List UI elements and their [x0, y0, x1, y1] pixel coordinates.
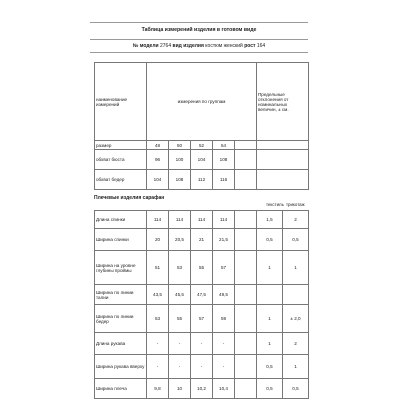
cell: 116 — [213, 170, 235, 190]
cell: 47,5 — [191, 285, 213, 305]
cell: 53 — [147, 305, 169, 333]
cell — [235, 229, 257, 251]
cell — [257, 170, 309, 190]
cell: 57 — [191, 305, 213, 333]
tolerance-cell: 0,5 — [257, 355, 283, 379]
cell: 51 — [147, 251, 169, 285]
cell — [235, 150, 257, 170]
row-label: Ширина спинки — [95, 229, 147, 251]
cell: - — [213, 333, 235, 355]
cell: - — [213, 355, 235, 379]
table-row — [95, 379, 309, 399]
cell: 55 — [169, 305, 191, 333]
cell: 100 — [169, 150, 191, 170]
measurements-table — [94, 210, 309, 399]
cell — [235, 305, 257, 333]
col-textile-label: текстиль — [266, 202, 284, 207]
cell: 10 — [169, 379, 191, 399]
tolerance-cell: 0,5 — [257, 229, 283, 251]
tolerance-cell: 1,5 — [257, 211, 283, 229]
cell: 114 — [191, 211, 213, 229]
row-label: обхват бедер — [95, 170, 147, 190]
tolerance-cell: 1 — [283, 251, 309, 285]
row-label: обхват бюста — [95, 150, 147, 170]
tolerance-cell: 2 — [283, 211, 309, 229]
cell: 52 — [191, 141, 213, 150]
table-row — [95, 333, 309, 355]
cell: - — [169, 333, 191, 355]
type-value: костюм женский — [205, 43, 243, 49]
cell: 54 — [213, 141, 235, 150]
cell: 114 — [147, 211, 169, 229]
cell: - — [147, 333, 169, 355]
header-groups-cell: измерения по группам — [147, 63, 257, 141]
cell — [257, 141, 309, 150]
tolerance-cell: 0,5 — [257, 379, 283, 399]
cell: 114 — [213, 211, 235, 229]
bust-row — [95, 150, 309, 170]
type-label: вид изделия — [172, 43, 204, 49]
cell: 50 — [169, 141, 191, 150]
cell: 104 — [191, 150, 213, 170]
tolerance-cell — [283, 285, 309, 305]
cell: 53 — [169, 251, 191, 285]
row-label: Ширина плеча — [95, 379, 147, 399]
cell: 112 — [191, 170, 213, 190]
tolerance-cell: 1 — [283, 355, 309, 379]
row-label: Длина рукава — [95, 333, 147, 355]
cell — [235, 211, 257, 229]
hips-row — [95, 170, 309, 190]
cell: 21 — [191, 229, 213, 251]
cell: 9,8 — [147, 379, 169, 399]
cell — [235, 251, 257, 285]
tolerance-cell: 1 — [257, 251, 283, 285]
table-row — [95, 229, 309, 251]
header-tolerance-cell: Предельные отклонения от номинальных величин, ± см. — [257, 63, 309, 141]
col-knit-label: трикотаж — [286, 202, 305, 207]
cell: 108 — [169, 170, 191, 190]
cell: 43,5 — [147, 285, 169, 305]
tolerance-cell: 1 — [257, 305, 283, 333]
row-label: Ширина на уровне глубины проймы — [95, 251, 147, 285]
tolerance-cell: 0,5 — [283, 229, 309, 251]
cell: 48 — [147, 141, 169, 150]
cell — [235, 379, 257, 399]
cell: 104 — [147, 170, 169, 190]
table-row — [95, 355, 309, 379]
tolerance-cell — [257, 285, 283, 305]
tolerance-cell: 1 — [257, 333, 283, 355]
header-name-cell: наименование измерений — [95, 63, 147, 141]
cell: - — [147, 355, 169, 379]
cell: 96 — [147, 150, 169, 170]
cell — [235, 333, 257, 355]
tolerance-cell: 2 — [283, 333, 309, 355]
cell: 114 — [169, 211, 191, 229]
doc-title: Таблица измерений изделия в готовом виде — [90, 22, 308, 37]
cell: 10,4 — [213, 379, 235, 399]
table-row — [95, 211, 309, 229]
row-label: Ширина по линии бедер — [95, 305, 147, 333]
cell: 108 — [213, 150, 235, 170]
cell: 49,5 — [213, 285, 235, 305]
cell: - — [169, 355, 191, 379]
cell: 59 — [213, 305, 235, 333]
document-page — [90, 22, 308, 394]
table-row — [95, 251, 309, 285]
cell — [235, 355, 257, 379]
cell: - — [191, 355, 213, 379]
cell — [235, 285, 257, 305]
cell: 57 — [213, 251, 235, 285]
height-label: рост — [244, 43, 256, 49]
row-label: Ширина по линии талии — [95, 285, 147, 305]
cell — [257, 150, 309, 170]
cell: 20,5 — [169, 229, 191, 251]
cell: 10,2 — [191, 379, 213, 399]
row-label: размер — [95, 141, 147, 150]
model-number: 2764 — [159, 43, 172, 49]
cell: 45,5 — [169, 285, 191, 305]
tolerance-cell: 0,5 — [283, 379, 309, 399]
table-row — [95, 305, 309, 333]
cell: 20 — [147, 229, 169, 251]
table-row — [95, 285, 309, 305]
tolerance-cell: ± 2,0 — [283, 305, 309, 333]
sizes-row — [95, 141, 309, 150]
model-label: № модели — [132, 43, 159, 49]
cell — [235, 141, 257, 150]
height-value: 164 — [256, 43, 266, 49]
section-title: Плечевые изделия сарафан — [94, 195, 165, 201]
cell: 21,5 — [213, 229, 235, 251]
cell: 55 — [191, 251, 213, 285]
cell — [235, 170, 257, 190]
sizes-table — [94, 62, 309, 190]
row-label: Длина спинки — [95, 211, 147, 229]
row-label: Ширина рукава вверху — [95, 355, 147, 379]
cell: - — [191, 333, 213, 355]
doc-subtitle — [90, 39, 308, 53]
